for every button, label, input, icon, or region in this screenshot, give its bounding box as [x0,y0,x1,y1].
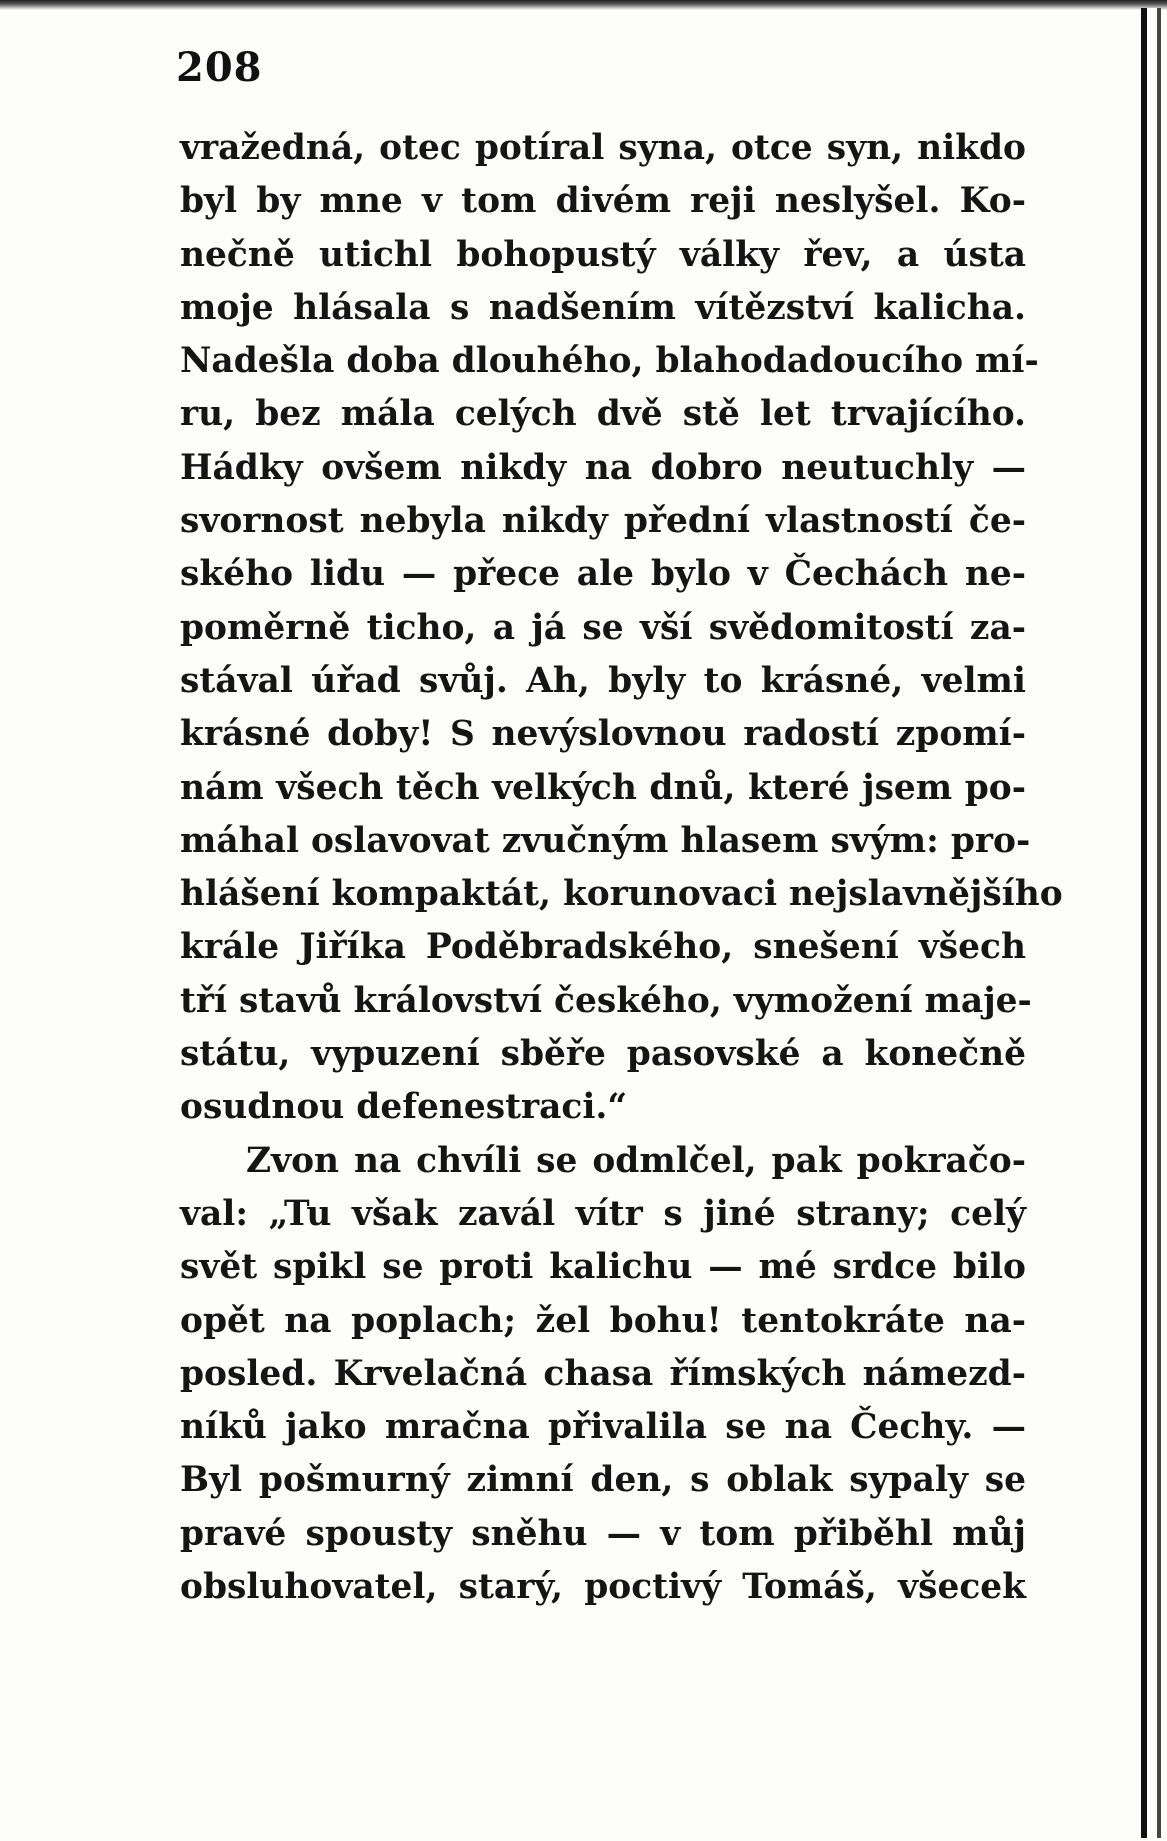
text-line: Nadešla doba dlouhého, blahodadoucího mí- [180,341,1039,382]
text-line: krásné doby! S nevýslovnou radostí zpomí- [180,714,1026,755]
text-line: státu, vypuzení sběře pasovské a konečně [180,1034,1026,1075]
text-line: opět na poplach; žel bohu! tentokráte na- [180,1300,1026,1341]
text-line: hlášení kompaktát, korunovaci nejslavnějšího [180,874,1063,915]
text-line: Hádky ovšem nikdy na dobro neutuchly — [180,447,1026,488]
page-number: 208 [176,44,263,91]
text-line: máhal oslavovat zvučným hlasem svým: pro- [180,820,1031,861]
text-line: nečně utichl bohopustý války řev, a ústa [180,234,1026,275]
text-line: obsluhovatel, starý, poctivý Tomáš, všecek [180,1567,1026,1608]
page-binding-edge [1141,8,1161,1838]
text-line: stával úřad svůj. Ah, byly to krásné, velmi [180,660,1026,701]
text-line: svornost nebyla nikdy přední vlastností če- [180,501,1026,542]
text-line: byl by mne v tom divém reji neslyšel. Ko- [180,181,1026,222]
text-line: vražedná, otec potíral syna, otce syn, nikdo [180,128,1026,168]
text-line: krále Jiříka Poděbradského, snešení všech [180,927,1026,968]
text-line: val: „Tu však zavál vítr s jiné strany; celý [180,1193,1026,1234]
text-line: ru, bez mála celých dvě stě let trvajícího. [180,394,1026,435]
body-text [180,122,1063,1614]
text-line: svět spikl se proti kalichu — mé srdce bilo [180,1247,1026,1288]
top-edge-shadow [0,0,1167,10]
text-line-paragraph-start: Zvon na chvíli se odmlčel, pak pokračo- [246,1140,1026,1181]
page-binding-edge-inner [1157,8,1161,1838]
text-line: ského lidu — přece ale bylo v Čechách ne- [180,554,1026,595]
text-line: nám všech těch velkých dnů, které jsem po- [180,767,1026,808]
text-line: posled. Krvelačná chasa římských námezd- [180,1353,1026,1394]
text-line: tří stavů království českého, vymožení maje- [180,980,1032,1021]
text-line: níků jako mračna přivalila se na Čechy. — [180,1407,1026,1448]
text-line-paragraph-end: osudnou defenestraci.“ [180,1087,628,1128]
text-line: Byl pošmurný zimní den, s oblak sypaly se [180,1460,1026,1501]
text-line: pravé spousty sněhu — v tom přiběhl můj [180,1513,1026,1554]
text-line: moje hlásala s nadšením vítězství kalicha. [180,287,1026,328]
text-line: poměrně ticho, a já se vší svědomitostí za- [180,607,1026,648]
